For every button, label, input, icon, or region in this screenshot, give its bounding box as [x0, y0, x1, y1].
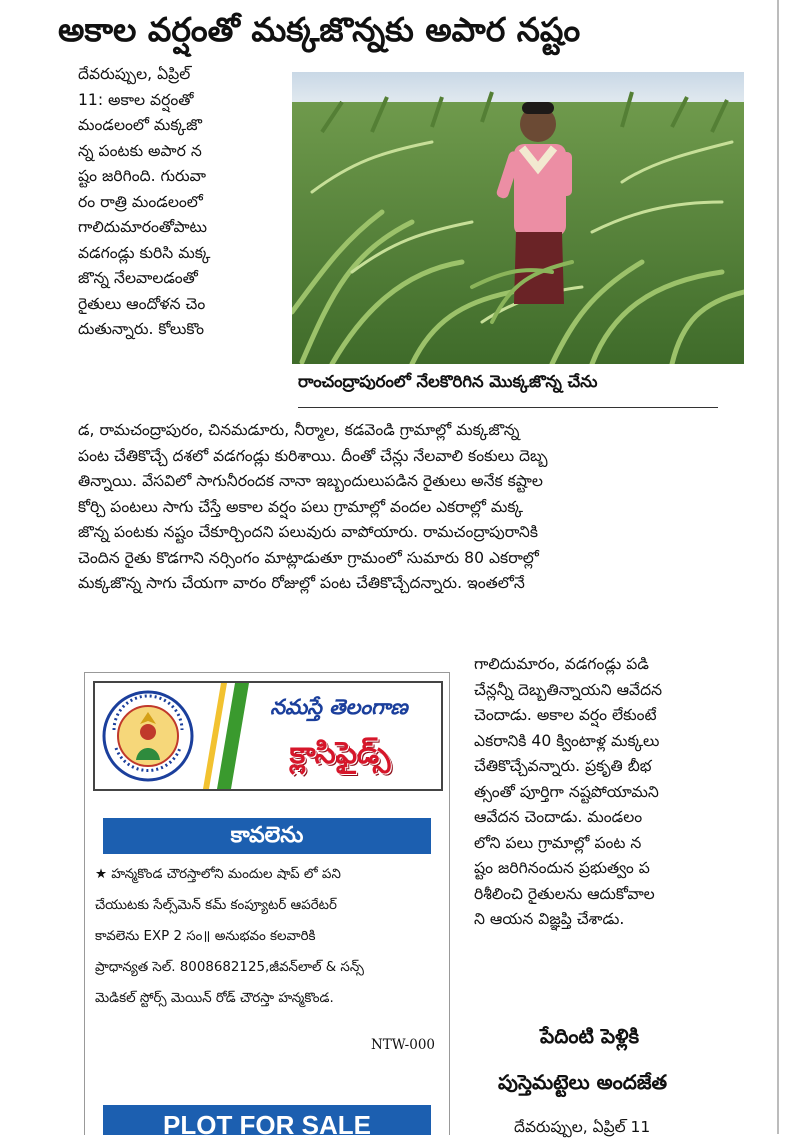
lead-line: 11: అకాల వర్షంతో: [78, 90, 194, 109]
wanted-heading: కావలెను: [103, 818, 431, 854]
body-line: కోర్చి పంటలు సాగు చేస్తే అకాల వర్షం పలు గ్రామాల్లో వందల ఎకరాల్లో మక్క: [78, 497, 524, 516]
ad-banner: [93, 681, 443, 791]
lead-line: దుతున్నారు. కోలుకొం: [78, 320, 205, 338]
right-line: ష్టం జరిగినందున ప్రభుత్వం ప: [474, 859, 650, 877]
right-line: లోని పలు గ్రామాల్లో పంట న: [474, 833, 642, 852]
lead-line: వడగండ్లు కురిసి మక్క: [78, 243, 211, 262]
ad-line: చేయుటకు సేల్స్‌మెన్ కమ్ కంప్యూటర్ ఆపరేటర్: [95, 898, 337, 913]
caption-underline: [298, 407, 718, 408]
next-story-dateline: దేవరుప్పుల, ఏప్రిల్ 11: [514, 1118, 651, 1136]
brand-name: నమస్తే తెలంగాణ: [270, 695, 408, 719]
lead-line: మండలంలో మక్కజొ: [78, 116, 202, 134]
lead-paragraph: [78, 62, 284, 343]
body-line: మక్కజొన్న సాగు చేయగా వారం రోజుల్లో పంట చేతికొచ్చేదన్నారు. ఇంతలోనే: [78, 574, 525, 592]
lead-line: రం రాత్రి మండలంలో: [78, 192, 203, 211]
ad-code: NTW-000: [370, 1037, 435, 1053]
body-line: చెందిన రైతు కొడగాని నర్సింగం మాట్లాడుతూ గ్రామంలో సుమారు 80 ఎకరాల్లో: [78, 548, 539, 567]
lead-line: న్న పంటకు అపార న: [78, 141, 202, 160]
classified-ad: [84, 672, 450, 1135]
brand-classifieds: క్లాసిఫైడ్స్: [289, 736, 391, 771]
body-line: తిన్నాయి. వేసవిలో సాగునీరందక నానా ఇబ్బందులుపడిన రైతులు అనేక కష్టాల: [78, 472, 543, 490]
news-photo: [292, 72, 744, 364]
right-line: చేతికొచ్చేవన్నారు. ప్రకృతి బీభ: [474, 757, 652, 775]
lead-line: దేవరుప్పుల, ఏప్రిల్: [78, 65, 191, 83]
right-line: రిశీలించి రైతులను ఆదుకోవాల: [474, 884, 655, 903]
ad-text: [95, 859, 441, 1014]
right-line: ఎకరానికి 40 క్వింటాళ్ల మక్కలు: [474, 731, 660, 750]
lead-line: ష్టం జరిగింది. గురువా: [78, 167, 207, 185]
right-line: చేన్లన్నీ దెబ్బతిన్నాయని ఆవేదన: [474, 680, 663, 699]
lead-line: జొన్న నేలవాలడంతో: [78, 269, 198, 287]
right-line: ని ఆయన విజ్ఞప్తి చేశాడు.: [474, 910, 625, 928]
headline: అకాల వర్షంతో మక్కజొన్నకు అపార నష్టం: [58, 10, 581, 49]
column-divider: [777, 0, 779, 1134]
ad-line: కావలెను EXP 2 సం॥ అనుభవం కలవారికి: [95, 929, 316, 944]
photo-caption: రాంచంద్రాపురంలో నేలకొరిగిన మొక్కజొన్న చేను: [298, 372, 598, 391]
classifieds-seal-logo: [102, 690, 194, 782]
body-paragraph: [78, 418, 748, 597]
right-line: త్సంతో పూర్తిగా నష్టపోయామని: [474, 782, 659, 801]
body-line: జొన్న పంటకు నష్టం చేకూర్చిందని పలువురు వాపోయారు. రామచంద్రాపురానికి: [78, 523, 538, 541]
body-line: పంట చేతికొచ్చే దశలో వడగండ్లు కురిశాయి. దీంతో చేన్లు నేలవాలి కంకులు దెబ్బ: [78, 446, 548, 465]
ad-line: ★ హన్మకొండ చౌరస్తాలోని మందుల షాప్ లో పని: [95, 867, 341, 882]
ad-line: ప్రాధాన్యత సెల్. 8008682125,జీవన్‌లాల్ & సన్స్: [95, 960, 364, 975]
right-line: ఆవేదన చెందాడు. మండలం: [474, 808, 643, 826]
subheading-line-2: పుస్తెమట్టెలు అందజేత: [498, 1070, 668, 1094]
body-line: డ, రామచంద్రాపురం, చినమడూరు, నీర్మాల, కడవెండి గ్రామాల్లో మక్కజొన్న: [78, 421, 520, 439]
plot-for-sale-heading: PLOT FOR SALE: [103, 1105, 431, 1135]
right-line: గాలిదుమారం, వడగండ్లు పడి: [474, 655, 649, 673]
subheading-line-1: పేదింటి పెళ్లికి: [540, 1024, 640, 1048]
farmer-in-field-photo: [292, 72, 744, 364]
lead-line: గాలిదుమారంతోపాటు: [78, 218, 207, 236]
lead-line: రైతులు ఆందోళన చెం: [78, 294, 206, 313]
right-line: చెందాడు. అకాల వర్షం లేకుంటే: [474, 706, 657, 724]
ad-line: మెడికల్ స్టోర్స్ మెయిన్ రోడ్ చౌరస్తా హన్మకొండ.: [95, 991, 334, 1006]
right-column-paragraph: [474, 652, 744, 933]
